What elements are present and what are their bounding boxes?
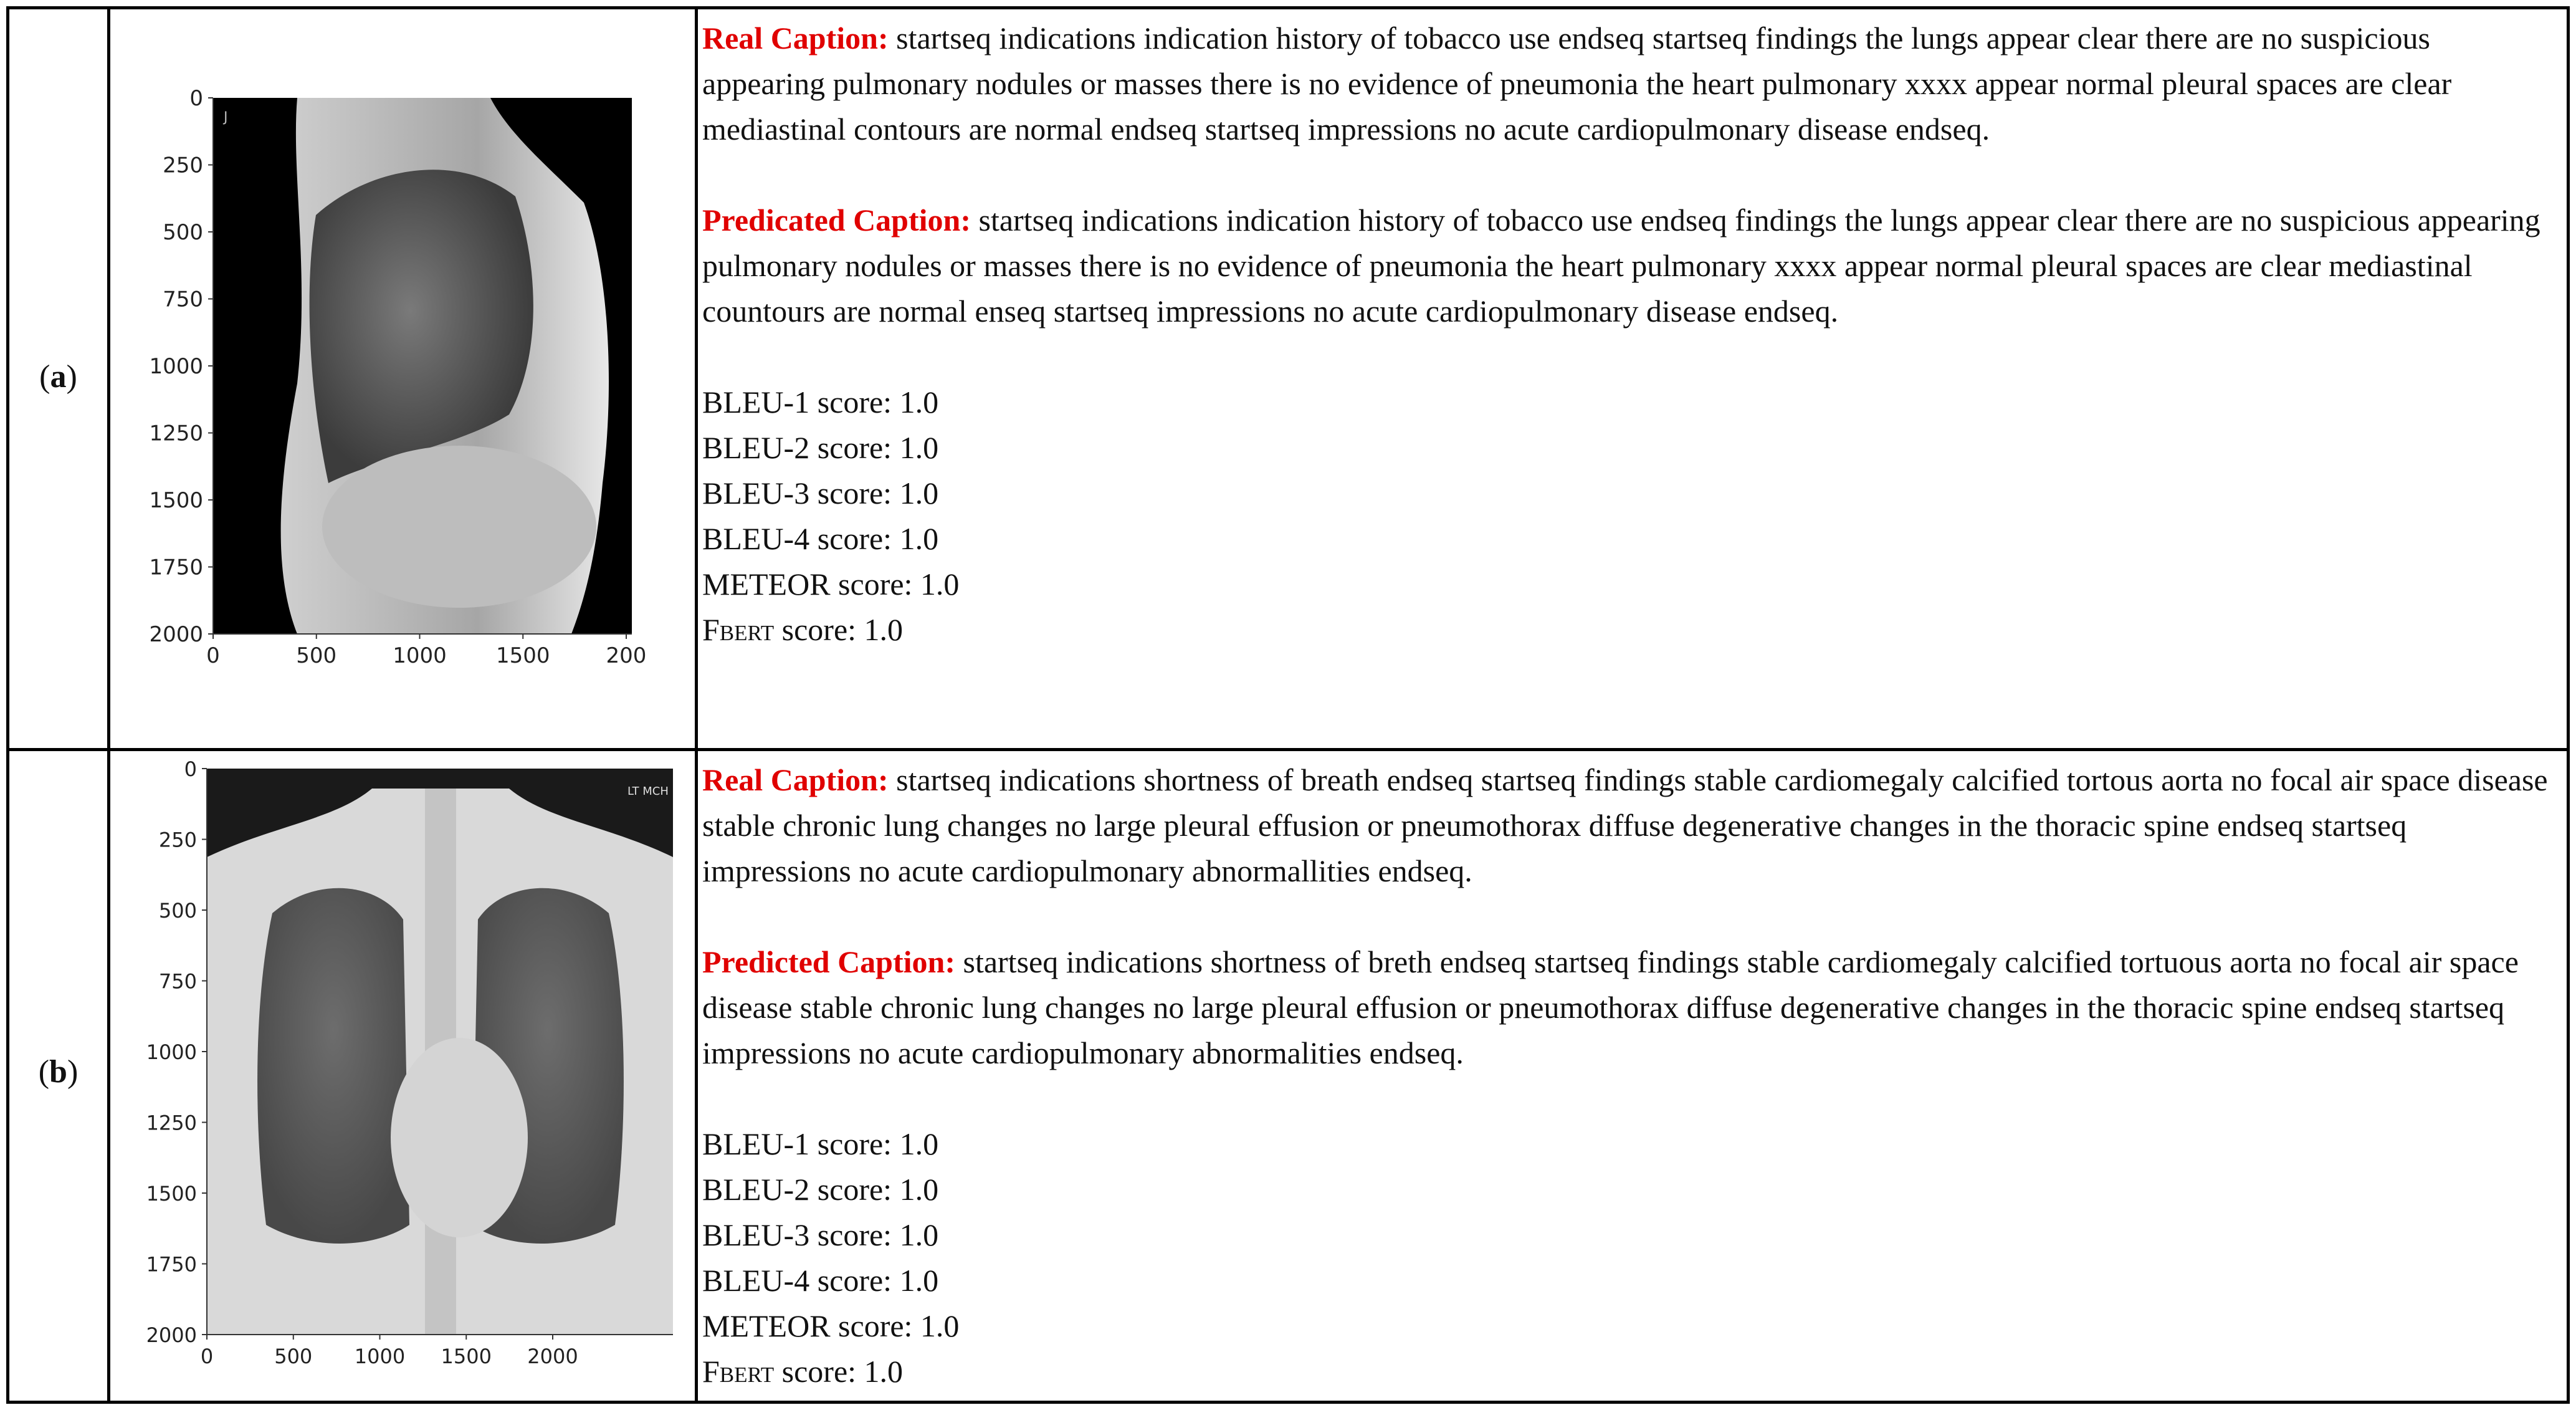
y-tick-label: 1500 — [146, 1182, 197, 1206]
bleu2-score: BLEU-2 score: 1.0 — [702, 1172, 939, 1207]
xray-frontal-figure — [110, 751, 695, 1401]
xray-marker: J — [224, 110, 228, 125]
score-list — [702, 380, 2554, 653]
y-tick-label: 1000 — [146, 1040, 197, 1064]
xray-left-lung — [257, 888, 409, 1244]
x-tick-label: 500 — [274, 1345, 313, 1368]
row-label: (b) — [38, 1054, 79, 1090]
table-row-a — [9, 9, 2567, 751]
predicted-caption-label: Predicated Caption: — [702, 203, 971, 237]
y-tick-label: 750 — [158, 969, 197, 994]
y-tick-label: 1000 — [149, 354, 203, 379]
y-tick-label: 500 — [163, 220, 203, 245]
xray-heart — [391, 1038, 528, 1237]
real-caption-label: Real Caption: — [702, 21, 889, 55]
x-tick-label: 1500 — [495, 643, 550, 668]
y-tick-label: 0 — [184, 757, 197, 781]
y-tick-label: 0 — [189, 86, 203, 111]
column-divider — [695, 751, 698, 1401]
predicted-caption-text: startseq indications indication history of tobacco use endseq findings the lungs appear clear there are no suspicious appearing pulmonary nodules or masses there is no evidence of pneumonia the heart pulmonary xxxx appear normal pleural spaces are clear mediastinal countours are normal enseq startseq impressions no acute cardiopulmonary disease endseq. — [702, 203, 2540, 329]
predicted-caption-text: startseq indications shortness of breth endseq startseq findings stable cardiomegaly calcified tortuous aorta no focal air space disease stable chronic lung changes no large pleural effusion or pneumothorax diffuse degenerative changes in the thoracic spine endseq startseq impressions no acute cardiopulmonary abnormalities endseq. — [702, 944, 2519, 1070]
xray-lateral-figure — [110, 9, 695, 748]
fbert-score: Fbert score: 1.0 — [702, 612, 904, 647]
x-tick-label: 500 — [296, 643, 337, 668]
meteor-score: METEOR score: 1.0 — [702, 567, 960, 602]
y-tick-label: 1250 — [149, 421, 203, 446]
xray-plot-frontal — [110, 751, 695, 1401]
bleu3-score: BLEU-3 score: 1.0 — [702, 1217, 939, 1252]
results-table — [6, 6, 2570, 1404]
x-tick-label: 1000 — [393, 643, 447, 668]
y-tick-label: 1500 — [149, 488, 203, 513]
bleu4-score: BLEU-4 score: 1.0 — [702, 1263, 939, 1298]
x-tick-label: 0 — [206, 643, 220, 668]
table-row-b — [9, 751, 2567, 1401]
real-caption-text: startseq indications shortness of breath endseq startseq findings stable cardiomegaly calcified tortous aorta no focal air space disease stable chronic lung changes no large pleural effusion or pneumothorax diffuse degenerative changes in the thoracic spine endseq startseq impressions no acute cardiopulmonary abnormallities endseq. — [702, 762, 2548, 888]
predicted-caption-label: Predicted Caption: — [702, 944, 955, 979]
y-tick-label: 1750 — [146, 1252, 197, 1277]
x-tick-label: 200 — [606, 643, 647, 668]
real-caption — [702, 757, 2554, 894]
y-tick-label: 1250 — [146, 1111, 197, 1135]
x-tick-label: 1000 — [354, 1345, 406, 1368]
score-list — [702, 1121, 2554, 1394]
caption-cell-a — [702, 16, 2554, 653]
row-label: (a) — [39, 359, 77, 395]
predicted-caption — [702, 939, 2554, 1076]
xray-plot-lateral — [110, 9, 695, 748]
x-tick-label: 2000 — [527, 1345, 578, 1368]
bleu1-score: BLEU-1 score: 1.0 — [702, 385, 939, 420]
real-caption-text: startseq indications indication history of tobacco use endseq startseq findings the lungs appear clear there are no suspicious appearing pulmonary nodules or masses there is no evidence of pneumonia the heart pulmonary xxxx appear normal pleural spaces are clear mediastinal contours are normal endseq startseq impressions no acute cardiopulmonary disease endseq. — [702, 21, 2452, 146]
predicted-caption — [702, 198, 2554, 334]
y-tick-label: 250 — [158, 828, 197, 852]
y-tick-label: 1750 — [149, 555, 203, 580]
column-divider — [695, 9, 698, 748]
bleu1-score: BLEU-1 score: 1.0 — [702, 1126, 939, 1161]
y-tick-label: 2000 — [146, 1323, 197, 1347]
y-tick-label: 250 — [163, 153, 203, 178]
bleu4-score: BLEU-4 score: 1.0 — [702, 521, 939, 556]
fbert-score: Fbert score: 1.0 — [702, 1354, 904, 1389]
xray-abdomen — [322, 446, 596, 608]
xray-marker: LT MCH — [627, 785, 669, 798]
x-tick-label: 1500 — [441, 1345, 492, 1368]
bleu3-score: BLEU-3 score: 1.0 — [702, 476, 939, 511]
y-tick-label: 2000 — [149, 622, 203, 647]
caption-cell-b — [702, 757, 2554, 1394]
real-caption — [702, 16, 2554, 152]
meteor-score: METEOR score: 1.0 — [702, 1308, 960, 1343]
x-tick-label: 0 — [200, 1345, 214, 1368]
real-caption-label: Real Caption: — [702, 762, 889, 797]
bleu2-score: BLEU-2 score: 1.0 — [702, 430, 939, 465]
y-tick-label: 750 — [163, 287, 203, 312]
y-tick-label: 500 — [158, 899, 197, 923]
